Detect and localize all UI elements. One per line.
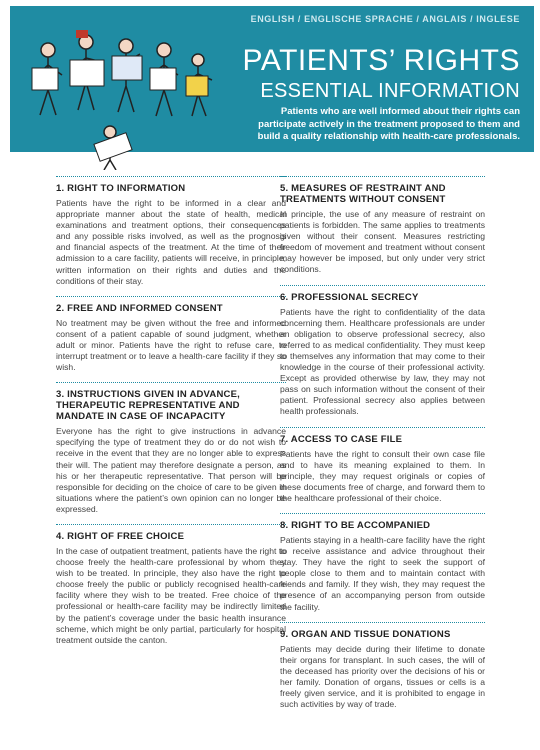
- section-body: In the case of outpatient treatment, patients have the right to choose freely the health-care professional by whom they wish to be treated. In principle, they also have the right to choose freely the public or publicly recognised health-care facility where they wish to be treated. Free choice of the professional or health-care facility may be indirectly limited by the patient’s coverage under the basic health insurance scheme, which might be only partial, particularly for hospital treatment outside the canton.: [56, 545, 286, 645]
- section-title: 3. INSTRUCTIONS GIVEN IN ADVANCE, THERAPEUTIC REPRESENTATIVE AND MANDATE IN CASE OF INCAPACITY: [56, 389, 240, 423]
- section-title: 7. ACCESS TO CASE FILE: [280, 433, 403, 445]
- section-body: Patients may decide during their lifetime to donate their organs for transplant. In such cases, the will of the deceased has priority over the decisions of his or her family. Donation of organs, tissues or cells is a freely given service, and it is prohibited to engage in such activities by way of trade.: [280, 643, 485, 710]
- section-title: 2. FREE AND INFORMED CONSENT: [56, 302, 223, 314]
- section-access-to-case-file: [280, 427, 485, 504]
- section-right-to-information: [56, 176, 286, 287]
- section-free-informed-consent: [56, 296, 286, 373]
- section-body: Patients have the right to confidentiality of the data concerning them. Healthcare professionals are under an obligation to observe professional secrecy, also referred to as medical confidentiality. They must keep to themselves any information that may come to their knowledge in the course of their professional activity. Except as provided otherwise by law, they may not pass on such information without the consent of their patient. Professional secrecy also applies between health professionals.: [280, 306, 485, 417]
- right-column: [280, 176, 485, 719]
- section-title: 8. RIGHT TO BE ACCOMPANIED: [280, 519, 431, 531]
- section-organ-tissue-donations: [280, 622, 485, 711]
- section-instructions-in-advance: [56, 382, 286, 515]
- section-body: In principle, the use of any measure of restraint on patients is forbidden. The same applies to treatments given without their consent. Measures restricting freedom of movement and treatment without consent may however be imposed, but only under very strict conditions.: [280, 209, 485, 275]
- section-title: 6. PROFESSIONAL SECRECY: [280, 291, 419, 303]
- intro-text: Patients who are well informed about their rights can participate actively in the treatment proposed to them and build a quality relationship with health-care professionals.: [257, 106, 520, 142]
- section-measures-of-restraint: [280, 176, 485, 276]
- header-banner: [10, 6, 534, 152]
- page-subtitle: ESSENTIAL INFORMATION: [260, 80, 520, 102]
- section-title: 4. RIGHT OF FREE CHOICE: [56, 530, 185, 542]
- section-body: Patients have the right to be informed in a clear and appropriate manner about the state of health, medical examinations and treatment options, their consequences and any possible risks involved, as well as the prognosis and financial aspects of the treatment. At the time of their admission to a care facility, patients will receive, in principle, written information on their rights and duties and the conditions of their stay.: [56, 198, 286, 286]
- section-professional-secrecy: [280, 285, 485, 418]
- page-title: PATIENTS’ RIGHTS: [242, 44, 520, 77]
- section-right-to-be-accompanied: [280, 513, 485, 613]
- section-title: 1. RIGHT TO INFORMATION: [56, 183, 186, 194]
- section-body: No treatment may be given without the free and informed consent of a patient capable of sound judgment, whether adult or minor. Patients have the right to refuse care, to interrupt treatment or to leave a health-care facility if they so wish.: [56, 317, 286, 373]
- left-column: [56, 176, 286, 655]
- section-body: Patients have the right to consult their own case file and to have its meaning explained to them. In principle, they may request originals or copies of these documents free of charge, and forward them to the healthcare professional of their choice.: [280, 448, 485, 503]
- section-title: 5. MEASURES OF RESTRAINT AND TREATMENTS WITHOUT CONSENT: [280, 183, 446, 205]
- section-body: Everyone has the right to give instructions in advance specifying the type of treatment they do or do not wish to receive in the event that they are no longer able to express their will. The patient may therefore designate a person, as his or her therapeutic representative. That person will be responsible for deciding on the choice of care to be given in situations where the patient’s own opinion can no longer be expressed.: [56, 426, 286, 514]
- people-illustration-icon: [26, 20, 226, 170]
- section-right-of-free-choice: [56, 524, 286, 646]
- language-list: ENGLISH / ENGLISCHE SPRACHE / ANGLAIS / INGLESE: [250, 14, 520, 24]
- section-title: 9. ORGAN AND TISSUE DONATIONS: [280, 628, 451, 640]
- section-body: Patients staying in a health-care facility have the right to receive assistance and advice throughout their stay. They have the right to seek the support of people close to them and to maintain contact with friends and family. If they wish, they may request the presence of an accompanying person from outside the facility.: [280, 534, 485, 612]
